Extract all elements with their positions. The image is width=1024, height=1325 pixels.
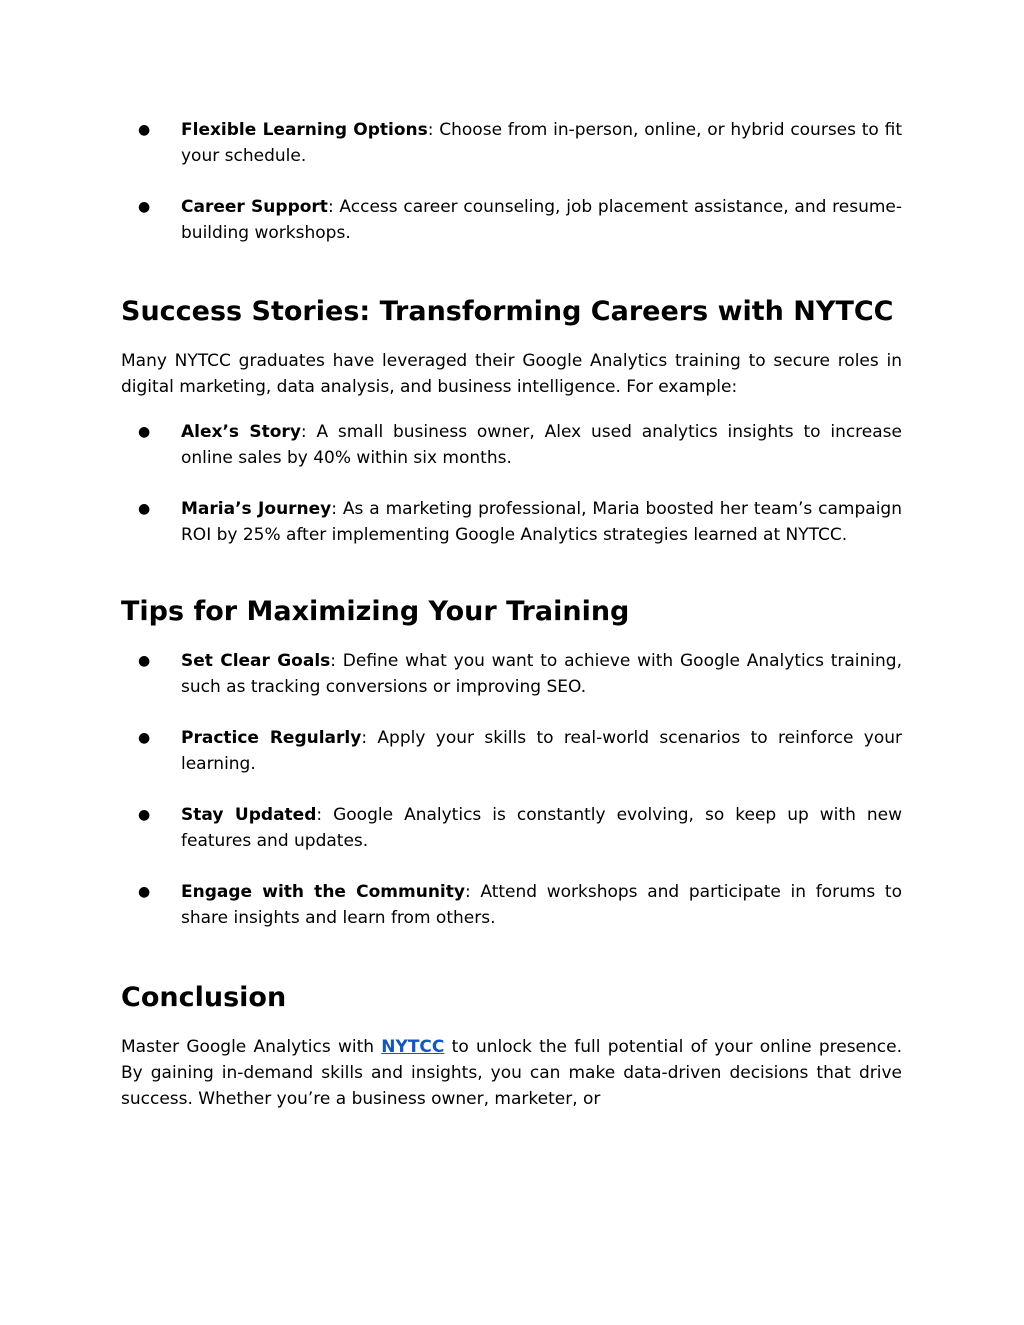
feature-term: Career Support (181, 197, 328, 217)
tip-term: Practice Regularly (181, 728, 362, 748)
success-stories-heading: Success Stories: Transforming Careers with NYTCC (121, 296, 894, 327)
stories-list (121, 419, 902, 548)
bullet-icon: ● (138, 122, 151, 138)
feature-text: : Access career counseling, job placement assistance, and resume-building workshops. (181, 197, 903, 243)
features-list (121, 117, 902, 246)
bullet-icon: ● (138, 653, 151, 669)
bullet-icon: ● (138, 807, 151, 823)
conclusion-heading: Conclusion (121, 982, 287, 1013)
document-page (121, 117, 902, 1112)
tip-text: : Attend workshops and participate in forums to share insights and learn from others. (181, 882, 903, 928)
tips-heading: Tips for Maximizing Your Training (121, 596, 630, 627)
tip-term: Set Clear Goals (181, 651, 331, 671)
story-term: Alex’s Story (181, 422, 301, 442)
tip-text: : Apply your skills to real-world scenarios to reinforce your learning. (181, 728, 903, 774)
list-item (121, 802, 902, 854)
list-item (121, 725, 902, 777)
bullet-icon: ● (138, 884, 151, 900)
conclusion-text-after: to unlock the full potential of your online presence. By gaining in-demand skills and insights, you can make data-driven decisions that drive success. Whether you’re a business owner, marketer, or (121, 1037, 902, 1109)
tip-term: Engage with the Community (181, 882, 465, 902)
list-item (121, 496, 902, 548)
conclusion-text-before: Master Google Analytics with (121, 1037, 382, 1057)
list-item (121, 419, 902, 471)
list-item (121, 117, 902, 169)
tip-text: : Google Analytics is constantly evolving, so keep up with new features and updates. (181, 805, 902, 851)
story-text: : A small business owner, Alex used analytics insights to increase online sales by 40% within six months. (181, 422, 902, 468)
list-item (121, 194, 902, 246)
bullet-icon: ● (138, 730, 151, 746)
bullet-icon: ● (138, 501, 151, 517)
list-item (121, 879, 902, 931)
story-term: Maria’s Journey (181, 499, 332, 519)
tips-list (121, 648, 902, 931)
feature-term: Flexible Learning Options (181, 120, 428, 140)
feature-text: : Choose from in-person, online, or hybrid courses to fit your schedule. (181, 120, 902, 166)
story-text: : As a marketing professional, Maria boosted her team’s campaign ROI by 25% after implementing Google Analytics strategies learned at NYTCC. (181, 499, 902, 545)
list-item (121, 648, 902, 700)
bullet-icon: ● (138, 199, 151, 215)
conclusion-paragraph (121, 1034, 902, 1112)
success-intro-paragraph: Many NYTCC graduates have leveraged their Google Analytics training to secure roles in digital marketing, data analysis, and business intelligence. For example: (121, 351, 902, 397)
nytcc-link[interactable]: NYTCC (381, 1037, 445, 1057)
tip-term: Stay Updated (181, 805, 317, 825)
bullet-icon: ● (138, 424, 151, 440)
tip-text: : Define what you want to achieve with Google Analytics training, such as tracking conversions or improving SEO. (181, 651, 902, 697)
